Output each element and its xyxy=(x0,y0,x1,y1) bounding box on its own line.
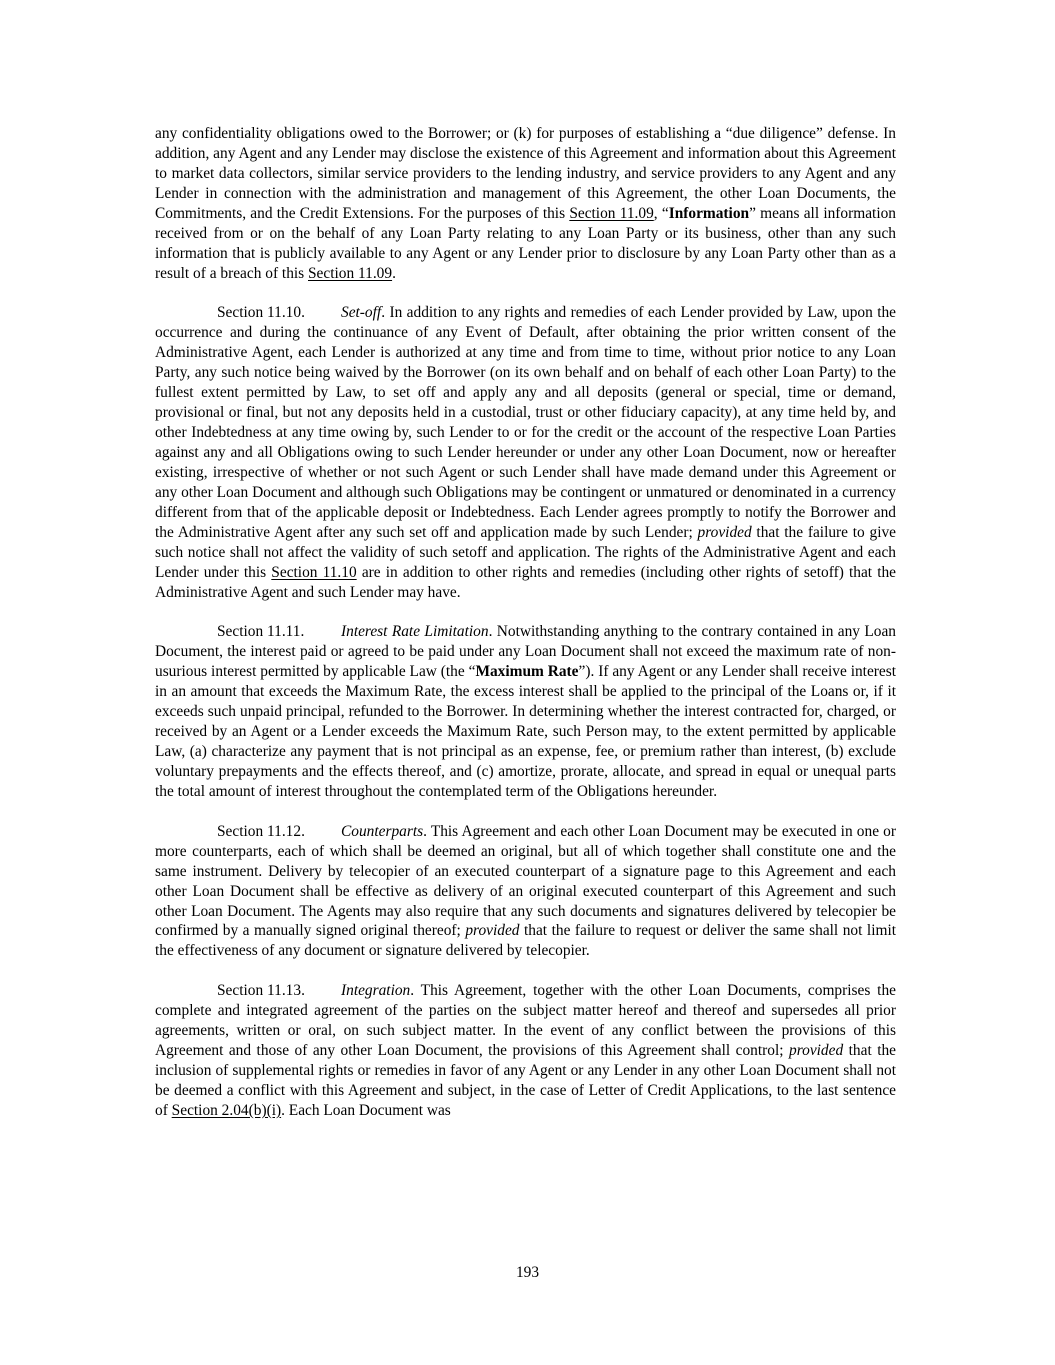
paragraph-continuation: any confidentiality obligations owed to the Borrower; or (k) for purposes of establishing a “due diligence” defense. In addition, any Agent and any Lender may disclose the existence of this Agreement and information about this Agreement to market data collectors, similar service providers to the lending industry, and service providers to any Agent and any Lender in connection with the administration and management of this Agreement, the other Loan Documents, the Commitments, and the Credit Extensions. For the purposes of this Section 11.09, “Information” means all information received from or on the behalf of any Loan Party relating to any Loan Party or its business, other than any such information that is publicly available to any Agent or any Lender prior to disclosure by any Loan Party other than as a result of a breach of this Section 11.09. xyxy=(155,125,896,282)
section-11-11: Section 11.11. Interest Rate Limitation. Notwithstanding anything to the contrary contained in any Loan Document, the interest paid or agreed to be paid under any Loan Document shall not exceed the maximum rate of non-usurious interest permitted by applicable Law (the “Maximum Rate”). If any Agent or any Lender shall receive interest in an amount that exceeds the Maximum Rate, the excess interest shall be applied to the principal of the Loans or, if it exceeds such unpaid principal, refunded to the Borrower. In determining whether the interest contracted for, charged, or received by an Agent or a Lender exceeds the Maximum Rate, such Person may, to the extent permitted by applicable Law, (a) characterize any payment that is not principal as an expense, fee, or premium rather than interest, (b) exclude voluntary prepayments and the effects thereof, and (c) amortize, prorate, allocate, and spread in equal or unequal parts the total amount of interest throughout the contemplated term of the Obligations hereunder. xyxy=(155,623,896,800)
section-heading: Set-off xyxy=(341,304,382,322)
cross-reference: Section 11.09 xyxy=(308,264,393,282)
cross-reference: Section 2.04(b)(i) xyxy=(171,1101,282,1119)
cross-reference: Section 11.09 xyxy=(569,204,654,222)
section-11-12: Section 11.12. Counterparts. This Agreement and each other Loan Document may be executed in one or more counterparts, each of which shall be deemed an original, but all of which together shall constitute one and the same instrument. Delivery by telecopier of an executed counterpart of a signature page to this Agreement and each other Loan Document shall be effective as delivery of an original executed counterpart of this Agreement and such other Loan Document. The Agents may also require that any such documents and signatures delivered by telecopier be confirmed by a manually signed original thereof; provided that the failure to request or deliver the same shall not limit the effectiveness of any document or signature delivered by telecopier. xyxy=(155,822,896,960)
provided-term: provided xyxy=(465,922,520,940)
document-body xyxy=(155,124,896,1141)
section-number: Section 11.13. xyxy=(217,982,305,1000)
section-heading: Interest Rate Limitation xyxy=(341,623,489,641)
section-11-10: Section 11.10. Set-off. In addition to any rights and remedies of each Lender provided by Law, upon the occurrence and during the continuance of any Event of Default, after obtaining the prior written consent of the Administrative Agent, each Lender is authorized at any time and from time to time, without prior notice to any Loan Party, any such notice being waived by the Borrower (on its own behalf and on behalf of each other Loan Party) to the fullest extent permitted by Law, to set off and apply any and all deposits (general or special, time or demand, provisional or final, but not any deposits held in a custodial, trust or other fiduciary capacity), at any time held by, and other Indebtedness at any time owing by, such Lender to or for the credit or the account of the respective Loan Parties against any and all Obligations owing to such Lender hereunder or under any other Loan Document, now or hereafter existing, irrespective of whether or not such Agent or such Lender shall have made demand under this Agreement or any other Loan Document and although such Obligations may be contingent or unmatured or denominated in a currency different from that of the applicable deposit or Indebtedness. Each Lender agrees promptly to notify the Borrower and the Administrative Agent after any such set off and application made by such Lender; provided that the failure to give such notice shall not affect the validity of such setoff and application. The rights of the Administrative Agent and each Lender under this Section 11.10 are in addition to other rights and remedies (including other rights of setoff) that the Administrative Agent and such Lender may have. xyxy=(155,304,897,601)
section-heading: Integration xyxy=(341,982,411,1000)
page-number: 193 xyxy=(515,1264,540,1281)
provided-term: provided xyxy=(697,523,752,541)
section-number: Section 11.10. xyxy=(217,304,305,322)
section-heading: Counterparts xyxy=(341,822,424,840)
defined-term: Maximum Rate xyxy=(475,663,579,681)
provided-term: provided xyxy=(789,1042,844,1060)
cross-reference: Section 11.10 xyxy=(271,563,357,581)
section-number: Section 11.12. xyxy=(217,822,305,840)
defined-term: Information xyxy=(668,204,750,222)
section-number: Section 11.11. xyxy=(217,623,305,641)
section-11-13: Section 11.13. Integration. This Agreement, together with the other Loan Documents, comprises the complete and integrated agreement of the parties on the subject matter hereof and thereof and supersedes all prior agreements, written or oral, on such subject matter. In the event of any conflict between the provisions of this Agreement and those of any other Loan Document, the provisions of this Agreement shall control; provided that the inclusion of supplemental rights or remedies in favor of any Agent or any Lender in any other Loan Document shall not be deemed a conflict with this Agreement and subject, in the case of Letter of Credit Applications, to the last sentence of Section 2.04(b)(i). Each Loan Document was xyxy=(155,982,897,1119)
